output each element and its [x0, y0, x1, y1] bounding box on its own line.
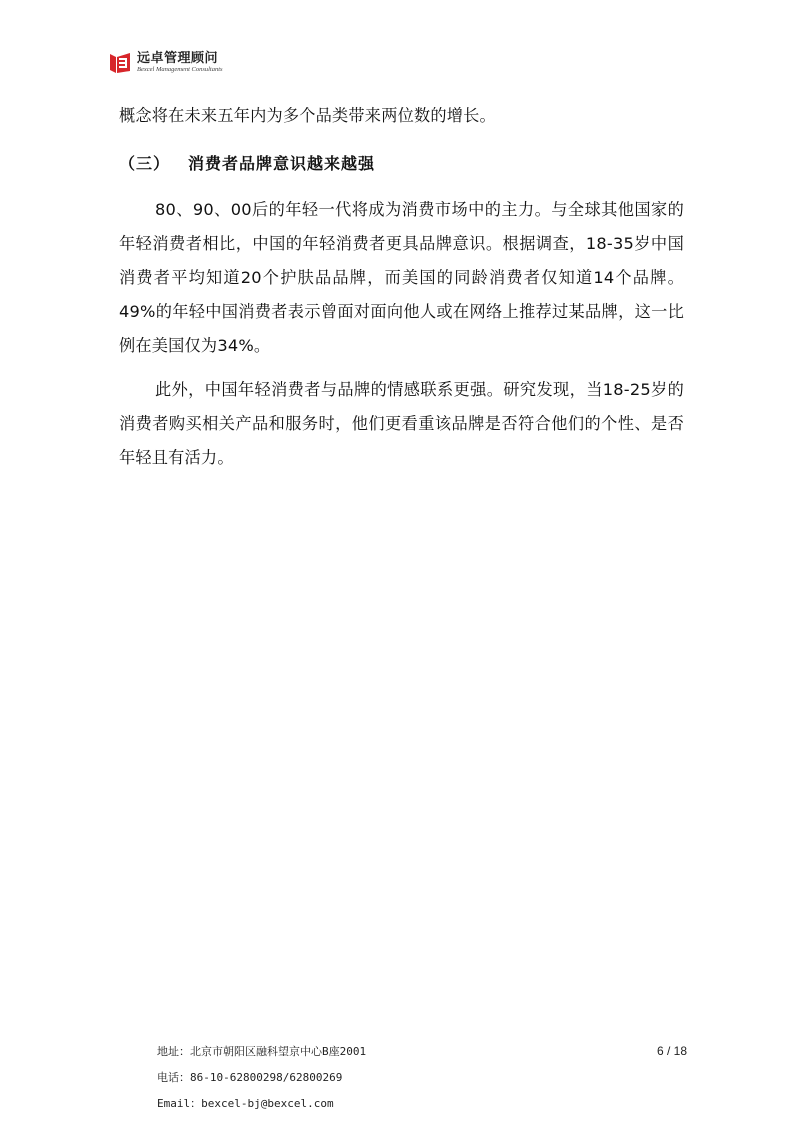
document-body — [119, 99, 684, 475]
page-number: 6 / 18 — [656, 1044, 687, 1058]
section-number: （三） — [119, 154, 171, 173]
paragraph-emotional-connection: 此外，中国年轻消费者与品牌的情感联系更强。研究发现，当18-25岁的消费者购买相关产品和服务时，他们更看重该品牌是否符合他们的个性、是否年轻且有活力。 — [119, 380, 684, 467]
page-footer — [157, 1044, 687, 1122]
footer-phone: 电话：86-10-62800298/62800269 — [157, 1071, 343, 1084]
brand-name-cn: 远卓管理顾问 — [137, 51, 219, 67]
continued-paragraph: 概念将在未来五年内为多个品类带来两位数的增长。 — [119, 106, 496, 125]
bexcel-logo-icon — [108, 51, 132, 75]
section-heading — [119, 147, 684, 181]
brand — [137, 52, 223, 74]
paragraph-brand-awareness: 80、90、00后的年轻一代将成为消费市场中的主力。与全球其他国家的年轻消费者相比，中国的年轻消费者更具品牌意识。根据调查，18-35岁中国消费者平均知道20个护肤品品牌，而美国的同龄消费者仅知道14个品牌。49%的年轻中国消费者表示曾面对面向他人或在网络上推荐过某品牌，这一比例在美国仅为34%。 — [119, 200, 684, 355]
footer-email: Email：bexcel-bj@bexcel.com — [157, 1097, 334, 1110]
page-header — [108, 50, 223, 76]
brand-name-en: Bexcel Management Consultants — [137, 66, 223, 74]
footer-address: 地址：北京市朝阳区融科望京中心B座2001 — [157, 1045, 367, 1058]
section-title: 消费者品牌意识越来越强 — [188, 154, 376, 173]
